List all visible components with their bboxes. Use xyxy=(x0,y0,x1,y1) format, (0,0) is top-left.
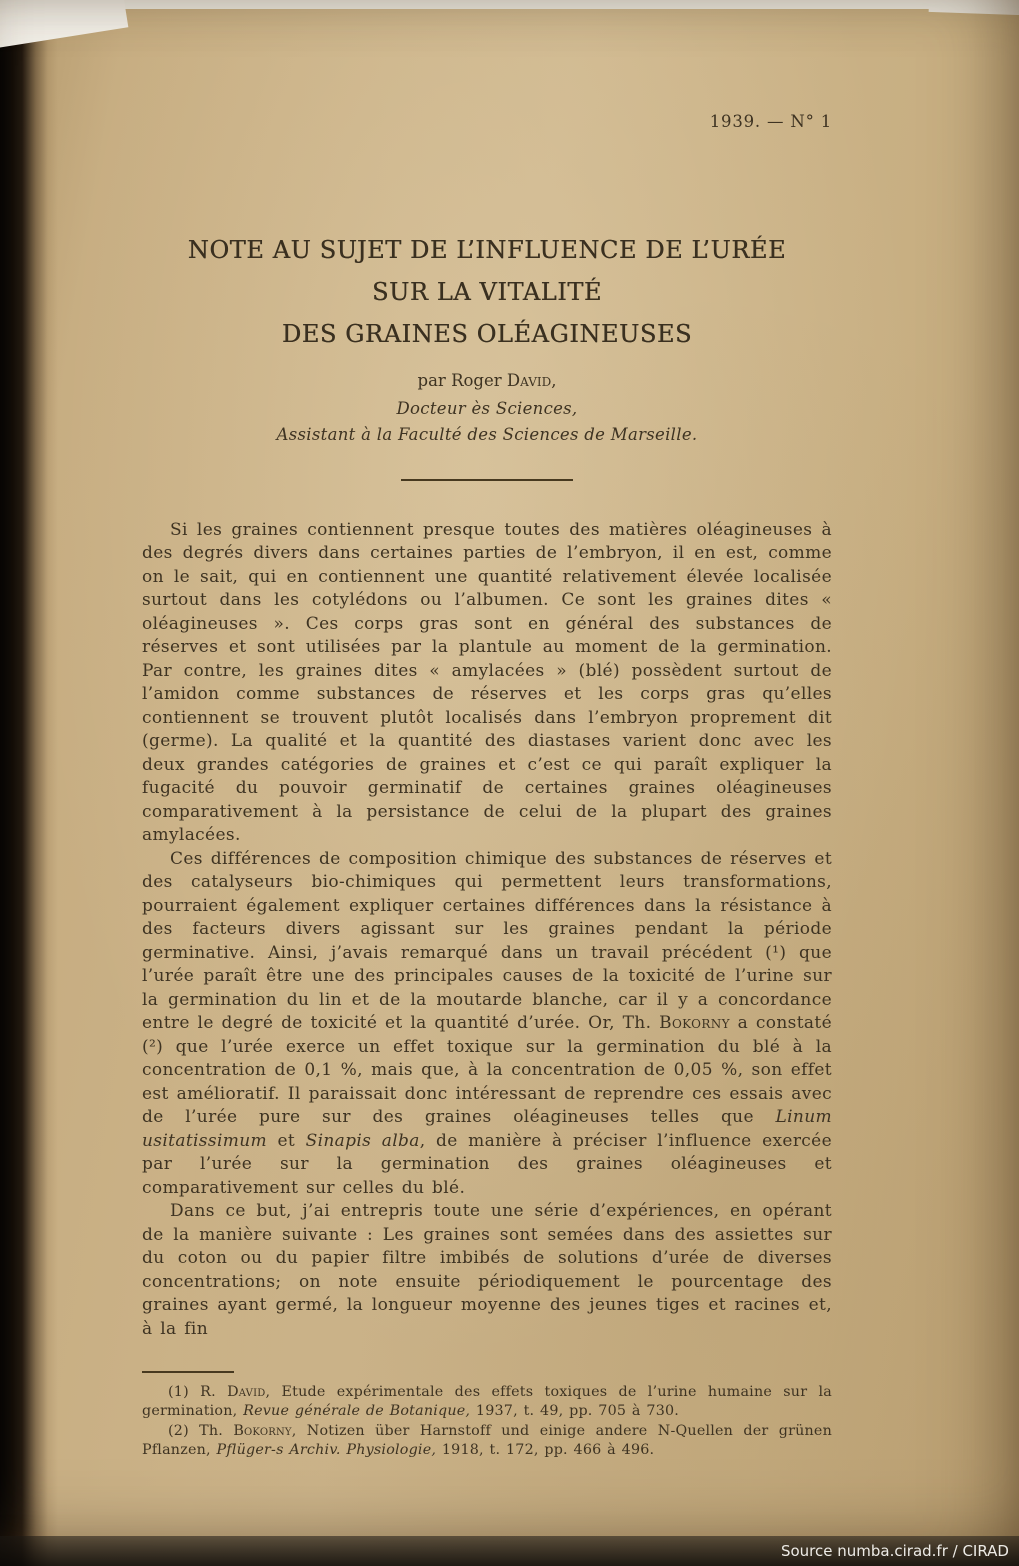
page-corner-top-left xyxy=(0,0,128,52)
text-segment: (2) Th. xyxy=(168,1422,234,1439)
text-segment: David xyxy=(227,1383,266,1400)
source-attribution-text: Source numba.cirad.fr / CIRAD xyxy=(780,1542,1009,1560)
author-affiliation: Assistant à la Faculté des Sciences de Marseille. xyxy=(276,425,698,445)
title-separator-rule xyxy=(401,479,573,481)
document-title xyxy=(142,229,832,355)
text-segment: 1918, t. 172, pp. 466 à 496. xyxy=(436,1442,655,1459)
footnote-separator-rule xyxy=(142,1371,234,1373)
text-segment: Pflüger-s Archiv. Physiologie, xyxy=(216,1442,437,1459)
text-segment: , de manière à préciser l’influence exercée par l’urée sur la germination des graines oléagineuses et comparativement sur celles du blé. xyxy=(142,1130,832,1198)
text-segment: Revue générale de Botanique, xyxy=(243,1403,471,1420)
body-paragraph-1 xyxy=(142,519,832,848)
text-segment: Ces différences de composition chimique des substances de réserves et des catalyseurs bio-chimiques qui permettent leurs transformations, pourraient également expliquer certaines différences dans la résistance à des facteurs divers agissant sur les graines pendant la période germinative. Ainsi, j’avais remarqué dans un travail précédent (¹) que l’urée paraît être une des principales causes de la toxicité de l’urine sur la germination du lin et de la moutarde blanche, car il y a concordance entre le degré de toxicité et la quantité d’urée. Or, Th. xyxy=(142,848,832,1034)
text-segment: Sinapis alba xyxy=(305,1130,420,1151)
body-paragraph-3 xyxy=(142,1200,832,1341)
text-segment: Bokorny xyxy=(659,1013,730,1034)
page-content xyxy=(142,0,832,1461)
text-segment: Dans ce but, j’ai entrepris toute une série d’expériences, en opérant de la manière suivante : Les graines sont semées dans des assiettes sur du coton ou du papier filtre imbibés de solutions d’urée de diverses concentrations; on note ensuite périodiquement le pourcentage des graines ayant germé, la longueur moyenne des jeunes tiges et racines et, à la fin xyxy=(142,1201,832,1339)
issue-number: 1939. — N° 1 xyxy=(709,112,832,131)
page-corner-top-right xyxy=(929,0,1019,16)
text-segment: , Notizen über Harnstoff und einige andere N-Quellen der grünen Pflanzen, xyxy=(142,1422,832,1459)
text-segment: et xyxy=(266,1130,306,1151)
source-attribution-bar xyxy=(0,1536,1019,1566)
body-text xyxy=(142,519,832,1342)
title-line-1: NOTE AU SUJET DE L’INFLUENCE DE L’URÉE xyxy=(187,236,787,264)
text-segment: a constaté (²) que l’urée exerce un effet toxique sur la germination du blé à la concentration de 0,1 %, mais que, à la concentration de 0,05 %, son effet est amélioratif. Il paraissait donc intéressant de reprendre ces essais avec de l’urée pure sur des graines oléagineuses telles que xyxy=(142,1013,832,1128)
book-binding-shadow xyxy=(0,0,58,1566)
text-segment: , xyxy=(551,371,557,390)
text-segment: Si les graines contiennent presque toutes des matières oléagineuses à des degrés divers dans certaines parties de l’embryon, il en est, comme on le sait, qui en contiennent une quantité relativement élevée localisée surtout dans les cotylédons ou l’albumen. Ce sont les graines dites « oléagineuses ». Ces corps gras sont en général des substances de réserves et sont utilisées par la plantule au moment de la germination. Par contre, les graines dites « amylacées » (blé) possèdent surtout de l’amidon comme substances de réserves et les corps gras qu’elles contiennent se trouvent plutôt localisés dans l’embryon proprement dit (germe). La qualité et la quantité des diastases varient donc avec les deux grandes catégories de graines et c’est ce qui paraît expliquer la fugacité du pouvoir germinatif de certaines graines oléagineuses comparativement à la persistance de celui de la plupart des graines amylacées. xyxy=(142,519,832,846)
footnotes xyxy=(142,1383,832,1461)
author-degree: Docteur ès Sciences, xyxy=(396,399,578,418)
text-segment: (1) R. xyxy=(168,1383,228,1400)
title-line-2: SUR LA VITALITÉ xyxy=(371,278,603,306)
author-byline xyxy=(142,371,832,390)
text-segment: 1937, t. 49, pp. 705 à 730. xyxy=(470,1403,680,1420)
title-line-3: DES GRAINES OLÉAGINEUSES xyxy=(281,320,693,348)
text-segment: Bokorny xyxy=(233,1422,292,1439)
footnote-1 xyxy=(142,1383,832,1422)
body-paragraph-2 xyxy=(142,848,832,1201)
text-segment: David xyxy=(506,371,552,390)
text-segment: Linum usitatissimum xyxy=(142,1107,832,1151)
text-segment: , Etude expérimentale des effets toxiques de l’urine humaine sur la germination, xyxy=(142,1383,832,1420)
text-segment: par Roger xyxy=(417,371,507,390)
footnote-2 xyxy=(142,1422,832,1461)
